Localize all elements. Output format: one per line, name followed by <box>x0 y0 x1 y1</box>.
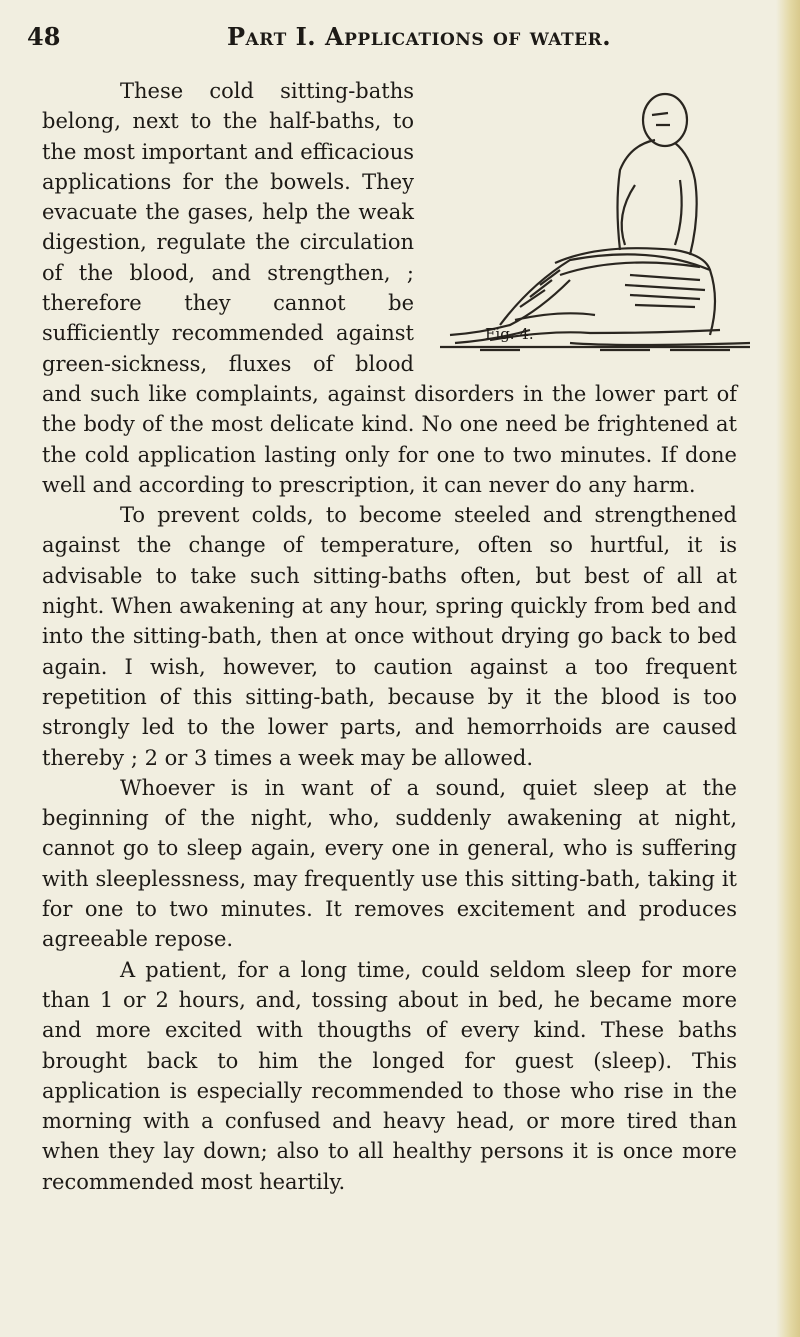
paragraph: Whoever is in want of a sound, quiet sleep at the beginning of the night, who, suddenly awakening at night, cannot go to sleep again, every one in general, who is suffering with sleeplessness, may frequently use this sitting-bath, taking it for one to two minutes. It removes excitement and produces agreeable repose. <box>42 775 737 952</box>
figure-text-wrap <box>424 96 749 371</box>
page-edge <box>776 0 800 1337</box>
body-text <box>42 76 737 1197</box>
running-head: Part I. Applications of water. <box>227 22 612 51</box>
paragraph: These cold sitting-baths belong, next to the half-baths, to the most important and efficacious applications for the bowels. They evacuate the gases, help the weak digestion, regulate the circulation of the blood, and strengthen, ; therefore they cannot be sufficiently recommended against green-sickness, fluxes of blood and such like complaints, against disorders in the lower part of the body of the most delicate kind. No one need be frightened at the cold application lasting only for one to two minutes. If done well and according to prescription, it can never do any harm. <box>42 79 737 497</box>
paragraph: A patient, for a long time, could seldom sleep for more than 1 or 2 hours, and, tossing about in bed, he became more and more excited with thougths of every kind. These baths brought back to him the longed for guest (sleep). This application is especially recommended to those who rise in the morning with a confused and heavy head, or more tired than when they lay down; also to all healthy persons it is once more recommended most heartily. <box>42 957 737 1194</box>
figure-caption: Fig. 4. <box>485 325 534 343</box>
page-number: 48 <box>27 22 61 51</box>
paragraph: To prevent colds, to become steeled and strengthened against the change of temperature, often so hurtful, it is advisable to take such sitting-baths often, but best of all at night. When awakening at any hour, spring quickly from bed and into the sitting-bath, then at once without drying go back to bed again. I wish, however, to caution against a too frequent repetition of this sitting-bath, because by it the blood is too strongly led to the lower parts, and hemorrhoids are caused thereby ; 2 or 3 times a week may be allowed. <box>42 503 737 770</box>
